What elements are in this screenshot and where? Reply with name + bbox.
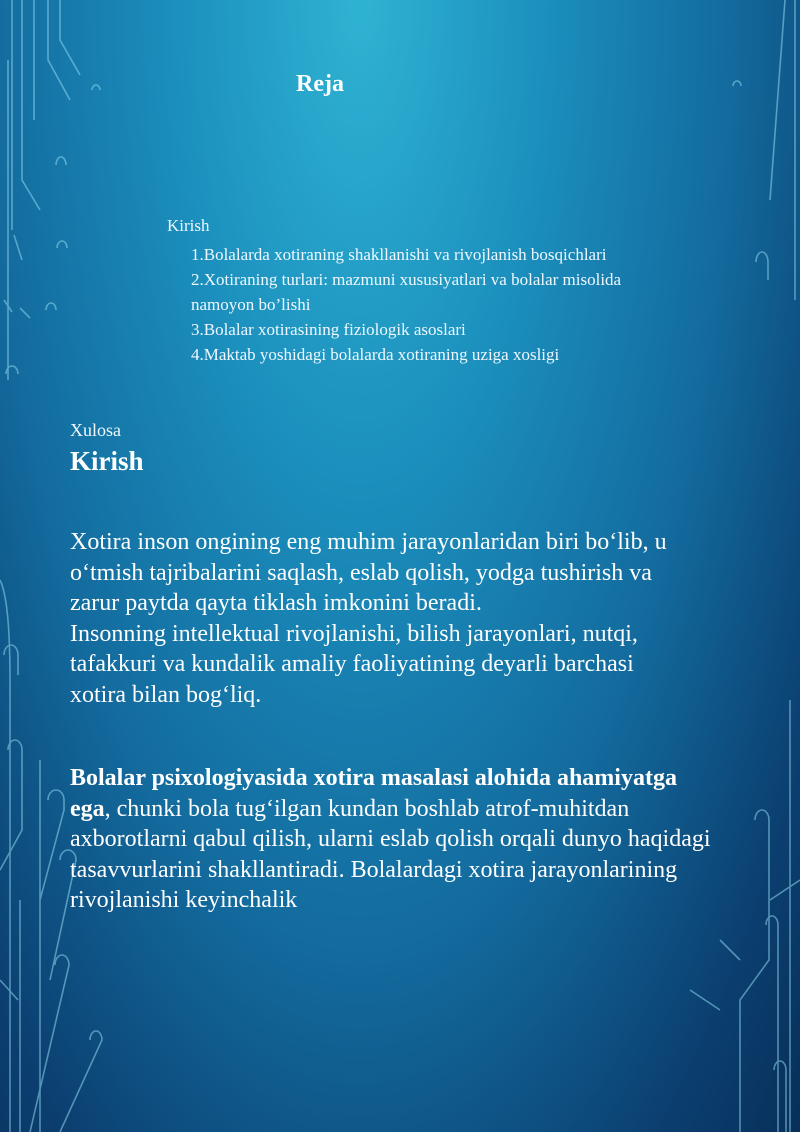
paragraph-2 — [70, 763, 720, 916]
plan-list — [191, 242, 661, 367]
plan-item: 4.Maktab yoshidagi bolalarda xotiraning uziga xosligi — [191, 345, 560, 364]
plan-intro-item: Kirish — [167, 216, 210, 235]
paragraph-1-sentence-1: Xotira inson ongining eng muhim jarayonlaridan biri bo‘lib, u o‘tmish tajribalarini saqlash, eslab qolish, yodga tushirish va zarur paytda qayta tiklash imkonini beradi. — [70, 529, 667, 616]
paragraph-2-text: , chunki bola tug‘ilgan kundan boshlab atrof-muhitdan axborotlarni qabul qilish, ularni eslab qolish orqali dunyo haqidagi tasavvurlarini shakllantiradi. Bolalardagi xotira jarayonlarining rivojlanishi keyinchalik — [70, 795, 711, 913]
plan-item: 1.Bolalarda xotiraning shakllanishi va rivojlanish bosqichlari — [191, 245, 607, 264]
paragraph-2-bold-lead: Bolalar psixologiyasida xotira masalasi alohida ahamiyatga ega — [70, 765, 677, 822]
paragraph-1 — [70, 527, 690, 710]
section-heading: Kirish — [70, 446, 144, 476]
paragraph-1-sentence-2: Insonning intellektual rivojlanishi, bilish jarayonlari, nutqi, tafakkuri va kundalik amaliy faoliyatining deyarli barchasi xotira bilan bog‘liq. — [70, 620, 638, 708]
plan-title: Reja — [296, 71, 344, 97]
plan-item: 3.Bolalar xotirasining fiziologik asoslari — [191, 320, 466, 339]
plan-item: 2.Xotiraning turlari: mazmuni xususiyatlari va bolalar misolida namoyon bo’lishi — [191, 270, 622, 314]
plan-conclusion-item: Xulosa — [70, 420, 121, 440]
